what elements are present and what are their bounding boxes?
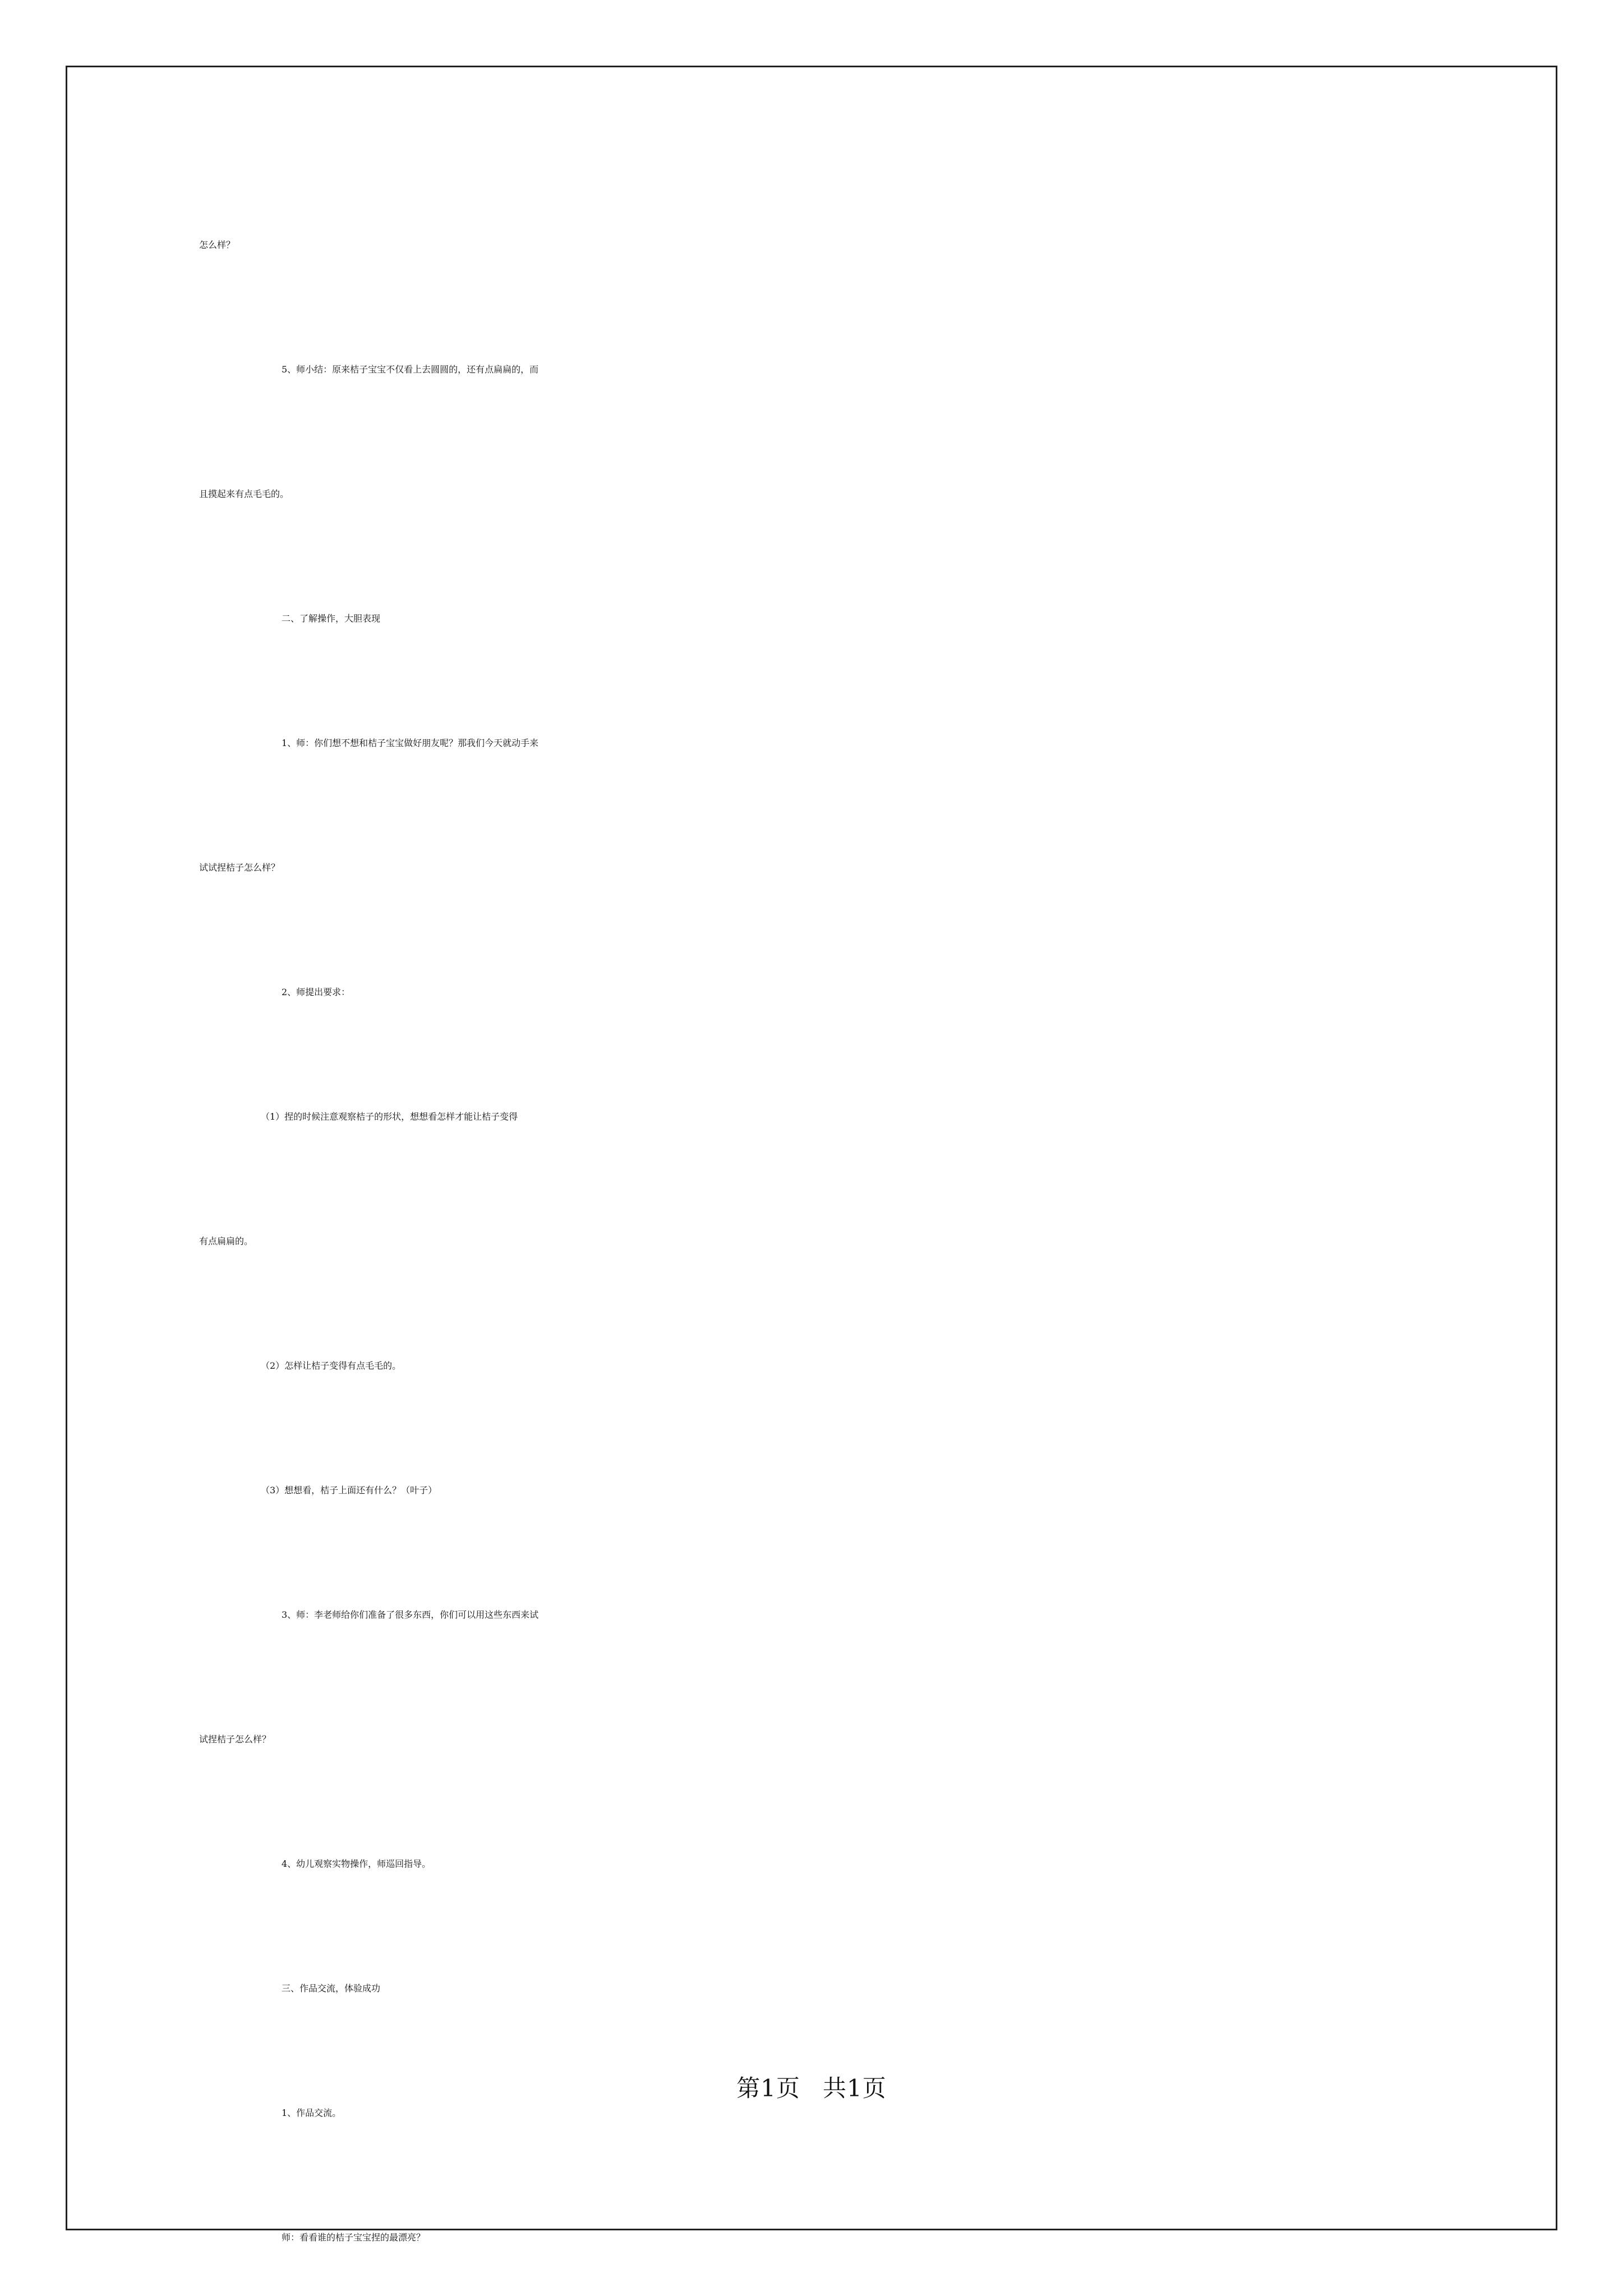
text-line: 师：看看谁的桔子宝宝捏的最漂亮？ bbox=[282, 2232, 426, 2243]
text-line: 1、师：你们想不想和桔子宝宝做好朋友呢？那我们今天就动手来 bbox=[282, 738, 539, 748]
text-line: 试捏桔子怎么样？ bbox=[199, 1734, 271, 1745]
page-total: 共1页 bbox=[823, 2074, 887, 2102]
section-heading: 二、了解操作，大胆表现 bbox=[282, 613, 381, 624]
text-line: 怎么样？ bbox=[199, 240, 236, 250]
text-line: 2、师提出要求： bbox=[282, 987, 351, 997]
text-line: 1、作品交流。 bbox=[282, 2108, 342, 2118]
page-number: 第1页 bbox=[736, 2074, 800, 2102]
text-line: （3）想想看，桔子上面还有什么？（叶子） bbox=[261, 1485, 437, 1496]
text-line: 5、师小结：原来桔子宝宝不仅看上去圆圆的，还有点扁扁的，而 bbox=[282, 364, 539, 375]
page-footer bbox=[0, 2070, 1623, 2104]
text-line: 4、幼儿观察实物操作，师巡回指导。 bbox=[282, 1858, 431, 1869]
text-line: 且摸起来有点毛毛的。 bbox=[199, 489, 289, 499]
text-line: （2）怎样让桔子变得有点毛毛的。 bbox=[261, 1360, 402, 1371]
text-line: 试试捏桔子怎么样？ bbox=[199, 862, 280, 873]
section-heading: 三、作品交流，体验成功 bbox=[282, 1983, 381, 1994]
text-line: （1）捏的时候注意观察桔子的形状，想想看怎样才能让桔子变得 bbox=[261, 1111, 518, 1122]
text-line: 3、师：李老师给你们准备了很多东西，你们可以用这些东西来试 bbox=[282, 1609, 539, 1620]
text-line: 有点扁扁的。 bbox=[199, 1236, 253, 1246]
